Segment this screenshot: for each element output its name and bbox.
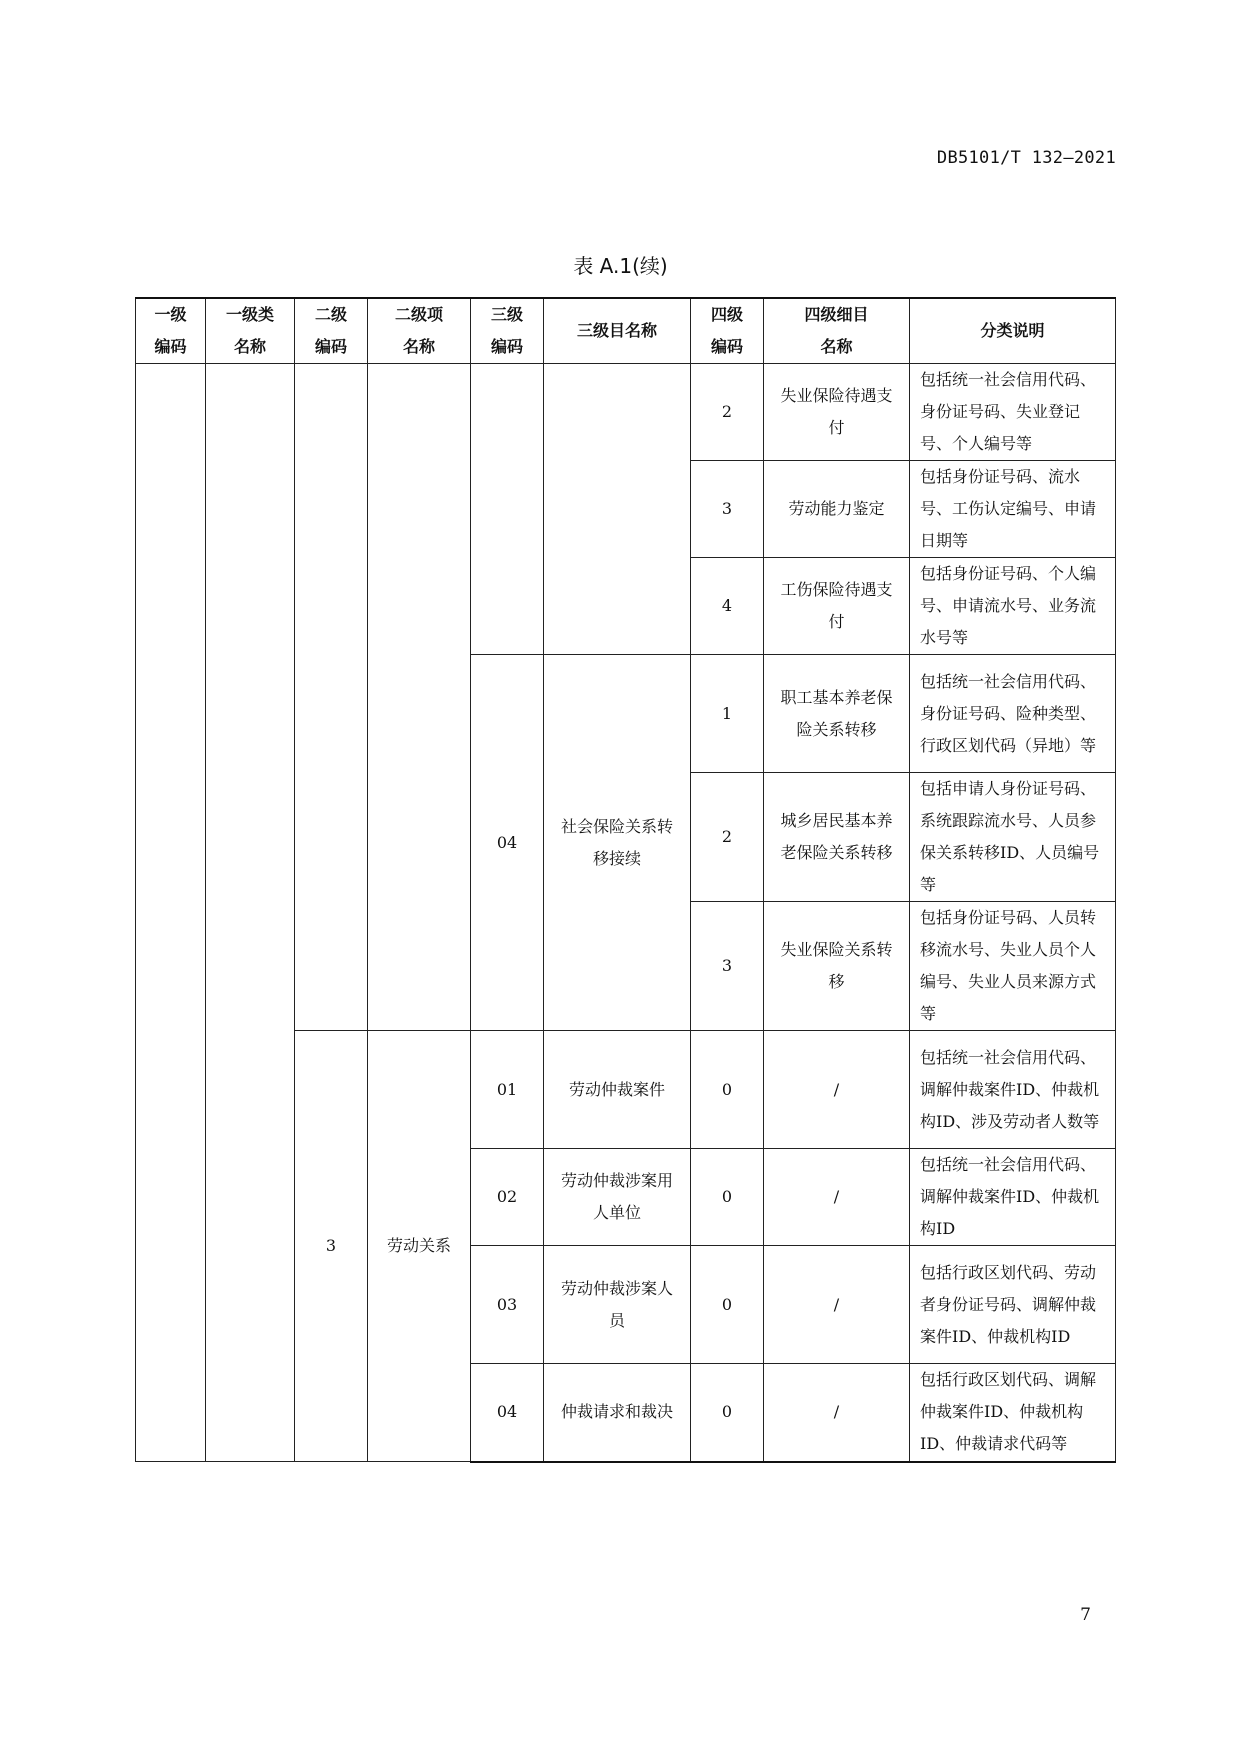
header-description: 分类说明 — [910, 298, 1116, 364]
l4-code-cell: 3 — [691, 902, 764, 1031]
l3-code-cell — [471, 364, 544, 655]
description-cell: 包括统一社会信用代码、身份证号码、险种类型、行政区划代码（异地）等 — [910, 655, 1116, 773]
l3-name-cell — [544, 364, 691, 655]
l4-code-cell: 0 — [691, 1364, 764, 1462]
l4-name-cell: 劳动能力鉴定 — [764, 461, 910, 558]
l1-code-cell — [136, 364, 206, 1462]
description-cell: 包括申请人身份证号码、系统跟踪流水号、人员参保关系转移ID、人员编号等 — [910, 773, 1116, 902]
l4-name-cell: / — [764, 1364, 910, 1462]
l3-code-cell: 02 — [471, 1149, 544, 1246]
l3-name-cell: 劳动仲裁涉案人员 — [544, 1246, 691, 1364]
header-l2-name: 二级项 名称 — [368, 298, 471, 364]
table-title: 表 A.1(续) — [573, 254, 668, 278]
header-l3-name: 三级目名称 — [544, 298, 691, 364]
description-cell: 包括身份证号码、流水号、工伤认定编号、申请日期等 — [910, 461, 1116, 558]
table-row — [136, 364, 1116, 461]
header-l2-code: 二级 编码 — [295, 298, 368, 364]
l3-code-cell: 01 — [471, 1031, 544, 1149]
l3-name-cell: 劳动仲裁涉案用人单位 — [544, 1149, 691, 1246]
l4-code-cell: 3 — [691, 461, 764, 558]
l3-name-cell: 仲裁请求和裁决 — [544, 1364, 691, 1462]
l3-name-cell: 劳动仲裁案件 — [544, 1031, 691, 1149]
l4-code-cell: 2 — [691, 364, 764, 461]
description-cell: 包括统一社会信用代码、调解仲裁案件ID、仲裁机构ID — [910, 1149, 1116, 1246]
header-l1-name: 一级类 名称 — [206, 298, 295, 364]
description-cell: 包括身份证号码、个人编号、申请流水号、业务流水号等 — [910, 558, 1116, 655]
l4-code-cell: 2 — [691, 773, 764, 902]
page-number: 7 — [1080, 1605, 1091, 1625]
l2-name-cell — [368, 364, 471, 1031]
classification-table — [135, 297, 1116, 1463]
description-cell: 包括行政区划代码、劳动者身份证号码、调解仲裁案件ID、仲裁机构ID — [910, 1246, 1116, 1364]
description-cell: 包括身份证号码、人员转移流水号、失业人员个人编号、失业人员来源方式等 — [910, 902, 1116, 1031]
l4-name-cell: / — [764, 1031, 910, 1149]
header-l3-code: 三级 编码 — [471, 298, 544, 364]
l1-name-cell — [206, 364, 295, 1462]
l4-code-cell: 4 — [691, 558, 764, 655]
header-l4-code: 四级 编码 — [691, 298, 764, 364]
l4-name-cell: / — [764, 1149, 910, 1246]
l4-name-cell: / — [764, 1246, 910, 1364]
l2-code-cell: 3 — [295, 1031, 368, 1462]
l4-name-cell: 城乡居民基本养老保险关系转移 — [764, 773, 910, 902]
l4-code-cell: 1 — [691, 655, 764, 773]
header-l4-name: 四级细目 名称 — [764, 298, 910, 364]
l4-name-cell: 失业保险关系转移 — [764, 902, 910, 1031]
l3-code-cell: 04 — [471, 1364, 544, 1462]
l4-name-cell: 职工基本养老保险关系转移 — [764, 655, 910, 773]
header-l1-code: 一级 编码 — [136, 298, 206, 364]
l3-code-cell: 03 — [471, 1246, 544, 1364]
description-cell: 包括行政区划代码、调解仲裁案件ID、仲裁机构ID、仲裁请求代码等 — [910, 1364, 1116, 1462]
description-cell: 包括统一社会信用代码、身份证号码、失业登记号、个人编号等 — [910, 364, 1116, 461]
l3-name-cell: 社会保险关系转移接续 — [544, 655, 691, 1031]
description-cell: 包括统一社会信用代码、调解仲裁案件ID、仲裁机构ID、涉及劳动者人数等 — [910, 1031, 1116, 1149]
l2-code-cell — [295, 364, 368, 1031]
l4-name-cell: 失业保险待遇支付 — [764, 364, 910, 461]
l4-code-cell: 0 — [691, 1246, 764, 1364]
l4-name-cell: 工伤保险待遇支付 — [764, 558, 910, 655]
document-code: DB5101/T 132—2021 — [936, 148, 1116, 168]
l4-code-cell: 0 — [691, 1031, 764, 1149]
l3-code-cell: 04 — [471, 655, 544, 1031]
l2-name-cell: 劳动关系 — [368, 1031, 471, 1462]
table-header-row — [136, 298, 1116, 364]
l4-code-cell: 0 — [691, 1149, 764, 1246]
